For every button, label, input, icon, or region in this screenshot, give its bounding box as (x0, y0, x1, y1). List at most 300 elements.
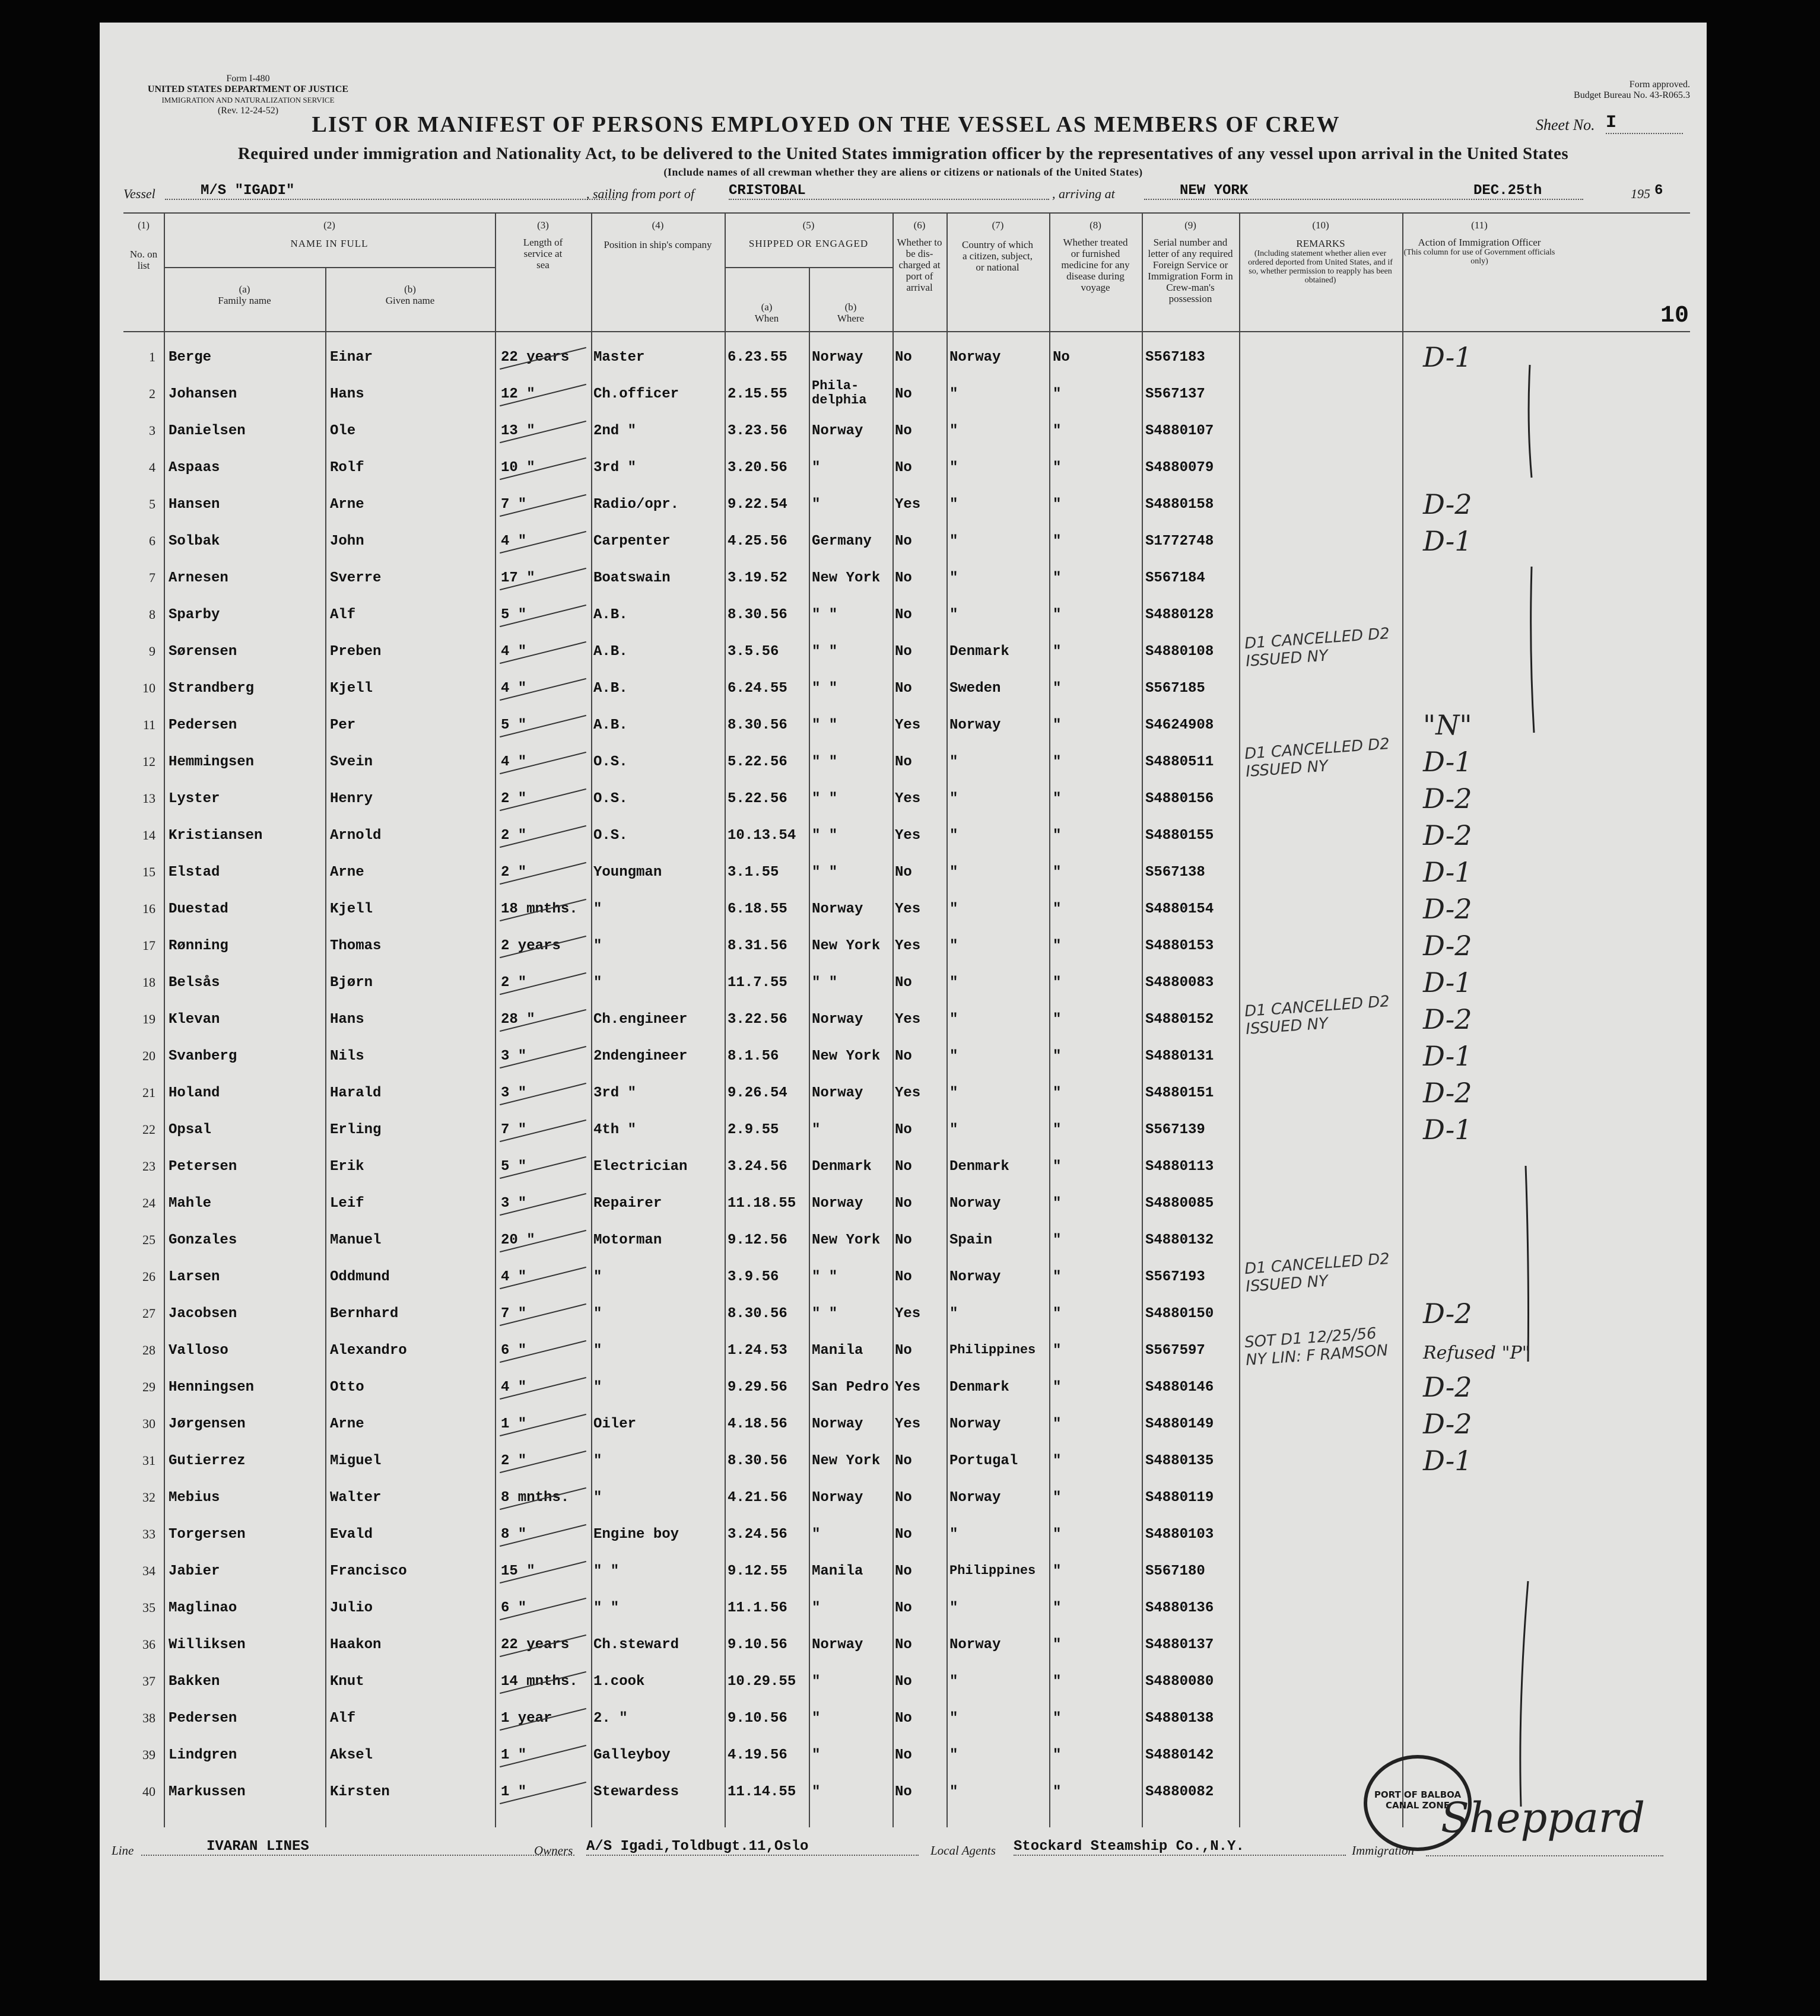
col9-number: (9) (1184, 220, 1196, 231)
country: Denmark (949, 644, 1009, 660)
shipped-when: 4.18.56 (728, 1416, 787, 1432)
discharged: No (895, 1784, 912, 1800)
family-name: Torgersen (169, 1527, 246, 1543)
discharged: No (895, 570, 912, 586)
position: " (593, 1306, 602, 1322)
col5b-header (809, 301, 892, 324)
family-name: Solbak (169, 533, 220, 549)
service-name: IMMIGRATION AND NATURALIZATION SERVICE (161, 96, 335, 104)
serial-number: S4880103 (1145, 1527, 1214, 1543)
discharged: Yes (895, 1085, 921, 1101)
service-length: 7 " (501, 1122, 527, 1138)
manifest-page (100, 23, 1707, 1980)
shipped-where: Norway (812, 423, 863, 439)
remark-note: D1 CANCELLED D2 ISSUED NY (1244, 735, 1390, 781)
vessel-line (123, 180, 1690, 204)
shipped-when: 9.12.56 (728, 1232, 787, 1248)
position: Radio/opr. (593, 497, 679, 513)
country: " (949, 1122, 958, 1138)
treated: " (1053, 1048, 1062, 1064)
position: " (593, 1343, 602, 1359)
treated: " (1053, 497, 1062, 513)
officer-action: Refused "P" (1423, 1343, 1530, 1363)
serial-number: S4880119 (1145, 1490, 1214, 1506)
position: Carpenter (593, 533, 671, 549)
service-length: 2 " (501, 828, 527, 844)
col11-number: (11) (1471, 220, 1488, 231)
treated: " (1053, 975, 1062, 991)
country: Norway (949, 1195, 1001, 1211)
form-approved: Form approved. (1629, 80, 1690, 90)
shipped-when: 9.10.56 (728, 1637, 787, 1653)
given-name: Erik (330, 1159, 364, 1175)
given-name: Erling (330, 1122, 382, 1138)
col9-header (1142, 220, 1239, 304)
service-length: 4 " (501, 1379, 527, 1395)
country: " (949, 975, 958, 991)
given-name: Thomas (330, 938, 382, 954)
shipped-when: 11.18.55 (728, 1195, 796, 1211)
col2a-letter: (a) (239, 284, 250, 295)
country: " (949, 754, 958, 770)
service-length: 3 " (501, 1048, 527, 1064)
serial-number: S4880108 (1145, 644, 1214, 660)
row-number: 40 (142, 1784, 155, 1799)
discharged: Yes (895, 1416, 921, 1432)
col1-label: No. on list (129, 249, 158, 271)
crew-table (123, 212, 1690, 1827)
officer-action: D-1 (1423, 856, 1472, 888)
service-length: 1 " (501, 1416, 527, 1432)
discharged: No (895, 1674, 912, 1690)
given-name: Nils (330, 1048, 364, 1064)
serial-number: S4880152 (1145, 1012, 1214, 1028)
row-number: 30 (142, 1416, 155, 1431)
shipped-when: 2.15.55 (728, 386, 787, 402)
service-length: 4 " (501, 644, 527, 660)
shipped-when: 10.29.55 (728, 1674, 796, 1690)
col6-number: (6) (913, 220, 926, 231)
officer-action: D-2 (1423, 893, 1472, 925)
arriving-label: , arriving at (1052, 186, 1115, 201)
shipped-where: " (812, 1122, 821, 1138)
country: Denmark (949, 1379, 1009, 1395)
discharged: No (895, 644, 912, 660)
service-length: 14 mnths. (501, 1674, 578, 1690)
officer-action: D-1 (1423, 525, 1472, 557)
service-length: 12 " (501, 386, 535, 402)
shipped-when: 3.1.55 (728, 864, 779, 880)
treated: " (1053, 864, 1062, 880)
row-number: 2 (149, 386, 155, 401)
shipped-where: New York (812, 938, 881, 954)
service-length: 3 " (501, 1085, 527, 1101)
position: O.S. (593, 754, 628, 770)
shipped-when: 4.19.56 (728, 1747, 787, 1763)
serial-number: S4880151 (1145, 1085, 1214, 1101)
shipped-when: 8.30.56 (728, 1453, 787, 1469)
discharged: Yes (895, 938, 921, 954)
shipped-where: " " (812, 828, 838, 844)
row-number: 19 (142, 1012, 155, 1026)
position: " (593, 901, 602, 917)
treated: " (1053, 938, 1062, 954)
family-name: Johansen (169, 386, 237, 402)
col2b-letter: (b) (404, 284, 416, 295)
treated: " (1053, 681, 1062, 697)
shipped-when: 2.9.55 (728, 1122, 779, 1138)
serial-number: S4880149 (1145, 1416, 1214, 1432)
shipped-when: 11.1.56 (728, 1600, 787, 1616)
serial-number: S567184 (1145, 570, 1205, 586)
officer-action: D-2 (1423, 819, 1472, 851)
col7-label: Country of which a citizen, subject, or national (962, 239, 1033, 273)
country: Norway (949, 1637, 1001, 1653)
serial-number: S4624908 (1145, 717, 1214, 733)
serial-number: S4880085 (1145, 1195, 1214, 1211)
family-name: Bakken (169, 1674, 220, 1690)
service-length: 5 " (501, 717, 527, 733)
given-name: Harald (330, 1085, 382, 1101)
serial-number: S4880079 (1145, 460, 1214, 476)
officer-signature: Sheppard (1441, 1794, 1646, 1842)
treated: No (1053, 349, 1070, 365)
shipped-where: Norway (812, 1085, 863, 1101)
row-number: 24 (142, 1195, 155, 1210)
col5-label: SHIPPED OR ENGAGED (748, 238, 869, 249)
discharged: No (895, 607, 912, 623)
treated: " (1053, 717, 1062, 733)
form-id-block (123, 74, 373, 116)
family-name: Holand (169, 1085, 220, 1101)
country: " (949, 386, 958, 402)
given-name: Kjell (330, 901, 373, 917)
position: Youngman (593, 864, 662, 880)
family-name: Pedersen (169, 1710, 237, 1726)
country: Portugal (949, 1453, 1018, 1469)
officer-action: D-1 (1423, 746, 1472, 778)
form-number: Form I-480 (226, 74, 270, 84)
given-name: Miguel (330, 1453, 382, 1469)
serial-number: S567138 (1145, 864, 1205, 880)
service-length: 1 " (501, 1784, 527, 1800)
shipped-when: 9.22.54 (728, 497, 787, 513)
shipped-when: 9.29.56 (728, 1379, 787, 1395)
country: Norway (949, 349, 1001, 365)
service-length: 13 " (501, 423, 535, 439)
serial-number: S4880137 (1145, 1637, 1214, 1653)
treated: " (1053, 533, 1062, 549)
page-mark: 10 (1660, 303, 1689, 329)
country: " (949, 828, 958, 844)
country: " (949, 864, 958, 880)
position: A.B. (593, 607, 628, 623)
service-length: 8 mnths. (501, 1490, 570, 1506)
shipped-where: Norway (812, 901, 863, 917)
remark-note: SOT D1 12/25/56 NY LIN: F RAMSON (1244, 1324, 1389, 1369)
family-name: Berge (169, 349, 212, 365)
family-name: Pedersen (169, 717, 237, 733)
discharged: No (895, 460, 912, 476)
shipped-when: 6.24.55 (728, 681, 787, 697)
shipped-where: " " (812, 791, 838, 807)
col2-number: (2) (323, 220, 335, 231)
shipped-when: 3.19.52 (728, 570, 787, 586)
given-name: Manuel (330, 1232, 382, 1248)
shipped-when: 10.13.54 (728, 828, 796, 844)
shipped-when: 1.24.53 (728, 1343, 787, 1359)
service-length: 18 mnths. (501, 901, 578, 917)
officer-action: D-2 (1423, 1077, 1472, 1109)
col2b-header (325, 284, 495, 306)
col2-label: NAME IN FULL (290, 238, 369, 249)
discharged: No (895, 1527, 912, 1543)
family-name: Belsås (169, 975, 220, 991)
row-number: 6 (149, 533, 155, 548)
treated: " (1053, 1269, 1062, 1285)
service-length: 1 " (501, 1747, 527, 1763)
row-number: 35 (142, 1600, 155, 1615)
family-name: Hemmingsen (169, 754, 255, 770)
treated: " (1053, 607, 1062, 623)
given-name: Bjørn (330, 975, 373, 991)
treated: " (1053, 1122, 1062, 1138)
position: " " (593, 1563, 620, 1579)
country: " (949, 1085, 958, 1101)
position: 3rd " (593, 460, 637, 476)
given-name: Alf (330, 607, 356, 623)
treated: " (1053, 1343, 1062, 1359)
position: Ch.steward (593, 1637, 679, 1653)
col11-header (1402, 220, 1557, 266)
family-name: Gutierrez (169, 1453, 246, 1469)
col8-label: Whether treated or furnished medicine for any disease during voyage (1061, 237, 1130, 293)
service-length: 1 year (501, 1710, 552, 1726)
discharged: No (895, 1710, 912, 1726)
year-suffix: 6 (1654, 183, 1663, 199)
treated: " (1053, 1784, 1062, 1800)
shipped-where: " " (812, 681, 838, 697)
shipped-where: " " (812, 717, 838, 733)
col2a-header (164, 284, 325, 306)
shipped-where: " (812, 497, 821, 513)
serial-number: S4880136 (1145, 1600, 1214, 1616)
treated: " (1053, 570, 1062, 586)
row-number: 26 (142, 1269, 155, 1284)
position: " (593, 1269, 602, 1285)
given-name: Kirsten (330, 1784, 390, 1800)
country: Denmark (949, 1159, 1009, 1175)
remark-note: D1 CANCELLED D2 ISSUED NY (1244, 1250, 1390, 1296)
col8-number: (8) (1090, 220, 1101, 231)
position: 4th " (593, 1122, 637, 1138)
serial-number: S4880131 (1145, 1048, 1214, 1064)
col5-number: (5) (802, 220, 815, 231)
given-name: Aksel (330, 1747, 373, 1763)
country: " (949, 791, 958, 807)
discharged: No (895, 423, 912, 439)
shipped-where: " (812, 1784, 821, 1800)
treated: " (1053, 1674, 1062, 1690)
service-length: 22 years (501, 1637, 570, 1653)
shipped-where: Norway (812, 1195, 863, 1211)
discharged: Yes (895, 717, 921, 733)
shipped-when: 9.26.54 (728, 1085, 787, 1101)
serial-number: S4880113 (1145, 1159, 1214, 1175)
service-length: 15 " (501, 1563, 535, 1579)
service-length: 20 " (501, 1232, 535, 1248)
form-note: (Include names of all crewman whether they are aliens or citizens or nationals of the United States) (663, 166, 1143, 178)
shipped-when: 9.12.55 (728, 1563, 787, 1579)
shipped-where: " " (812, 754, 838, 770)
position: O.S. (593, 791, 628, 807)
serial-number: S567137 (1145, 386, 1205, 402)
discharged: Yes (895, 1306, 921, 1322)
shipped-where: New York (812, 570, 881, 586)
shipped-subheader-rule (725, 267, 892, 268)
serial-number: S4880128 (1145, 607, 1214, 623)
shipped-when: 6.18.55 (728, 901, 787, 917)
shipped-where: Norway (812, 1490, 863, 1506)
row-number: 4 (149, 460, 155, 475)
serial-number: S4880080 (1145, 1674, 1214, 1690)
discharged: No (895, 754, 912, 770)
col11-label: Action of Immigration Officer (1418, 237, 1541, 248)
family-name: Maglinao (169, 1600, 237, 1616)
service-length: 2 " (501, 975, 527, 991)
country: " (949, 1306, 958, 1322)
service-length: 6 " (501, 1343, 527, 1359)
col5a-header (725, 301, 809, 324)
service-length: 2 years (501, 938, 561, 954)
given-name: Arne (330, 1416, 364, 1432)
row-number: 38 (142, 1710, 155, 1725)
row-number: 32 (142, 1490, 155, 1505)
country: Philippines (949, 1343, 1036, 1357)
col9-label: Serial number and letter of any required Foreign Service or Immigration Form in Crew-man's possession (1148, 237, 1233, 304)
country: " (949, 901, 958, 917)
agents-label: Local Agents (930, 1843, 996, 1858)
treated: " (1053, 423, 1062, 439)
col5b-letter: (b) (844, 301, 857, 313)
given-name: Arnold (330, 828, 382, 844)
serial-number: S4880153 (1145, 938, 1214, 954)
family-name: Markussen (169, 1784, 246, 1800)
country: " (949, 1048, 958, 1064)
row-number: 37 (142, 1674, 155, 1689)
serial-number: S4880135 (1145, 1453, 1214, 1469)
given-name: Hans (330, 386, 364, 402)
shipped-where: " (812, 1527, 821, 1543)
row-number: 8 (149, 607, 155, 622)
row-number: 12 (142, 754, 155, 769)
row-number: 15 (142, 864, 155, 879)
officer-action: D-1 (1423, 966, 1472, 999)
col2-header (164, 220, 495, 249)
position: A.B. (593, 717, 628, 733)
service-length: 4 " (501, 1269, 527, 1285)
shipped-when: 11.14.55 (728, 1784, 796, 1800)
discharged: No (895, 1453, 912, 1469)
col3-number: (3) (537, 220, 549, 231)
shipped-when: 3.24.56 (728, 1159, 787, 1175)
shipped-where: " (812, 1710, 821, 1726)
serial-number: S4880155 (1145, 828, 1214, 844)
row-number: 7 (149, 570, 155, 585)
shipped-when: 5.22.56 (728, 754, 787, 770)
treated: " (1053, 1416, 1062, 1432)
given-name: Alf (330, 1710, 356, 1726)
treated: " (1053, 1747, 1062, 1763)
serial-number: S567139 (1145, 1122, 1205, 1138)
serial-number: S567183 (1145, 349, 1205, 365)
shipped-where: " " (812, 1269, 838, 1285)
service-length: 3 " (501, 1195, 527, 1211)
officer-action: D-2 (1423, 1003, 1472, 1035)
col5-header (725, 220, 892, 249)
country: Norway (949, 717, 1001, 733)
col4-header (591, 220, 725, 250)
header-bottom-rule (123, 331, 1690, 332)
shipped-when: 8.31.56 (728, 938, 787, 954)
budget-bureau-number: Budget Bureau No. 43-R065.3 (1574, 90, 1690, 100)
form-subtitle: Required under immigration and Nationality Act, to be delivered to the United States immigration officer by the representatives of any vessel upon arrival in the United States (237, 144, 1569, 163)
position: " (593, 1379, 602, 1395)
owners-value: A/S Igadi,Toldbugt.11,Oslo (586, 1839, 919, 1856)
serial-number: S567193 (1145, 1269, 1205, 1285)
country: " (949, 1710, 958, 1726)
row-number: 36 (142, 1637, 155, 1652)
col5a-letter: (a) (761, 301, 773, 313)
shipped-where: New York (812, 1232, 881, 1248)
row-number: 10 (142, 681, 155, 695)
service-length: 4 " (501, 533, 527, 549)
discharged: No (895, 1600, 912, 1616)
line-label: Line (112, 1843, 134, 1858)
service-length: 7 " (501, 1306, 527, 1322)
treated: " (1053, 1490, 1062, 1506)
given-name: Ole (330, 423, 356, 439)
service-length: 2 " (501, 864, 527, 880)
shipped-where: Norway (812, 1416, 863, 1432)
row-number: 20 (142, 1048, 155, 1063)
treated: " (1053, 1195, 1062, 1211)
position: Galleyboy (593, 1747, 671, 1763)
col4-label: Position in ship's company (604, 239, 712, 250)
treated: " (1053, 1637, 1062, 1653)
shipped-where: " (812, 1674, 821, 1690)
shipped-when: 4.21.56 (728, 1490, 787, 1506)
given-name: Sverre (330, 570, 382, 586)
family-name: Duestad (169, 901, 228, 917)
service-length: 28 " (501, 1012, 535, 1028)
treated: " (1053, 1563, 1062, 1579)
country: " (949, 1747, 958, 1763)
family-name: Larsen (169, 1269, 220, 1285)
given-name: Otto (330, 1379, 364, 1395)
line-name: IVARAN LINES (141, 1839, 574, 1856)
discharged: No (895, 1195, 912, 1211)
position: A.B. (593, 681, 628, 697)
treated: " (1053, 460, 1062, 476)
row-number: 3 (149, 423, 155, 438)
treated: " (1053, 1453, 1062, 1469)
treated: " (1053, 791, 1062, 807)
officer-action: D-1 (1423, 341, 1472, 373)
remark-note: D1 CANCELLED D2 ISSUED NY (1244, 993, 1390, 1038)
country: " (949, 460, 958, 476)
service-length: 7 " (501, 497, 527, 513)
